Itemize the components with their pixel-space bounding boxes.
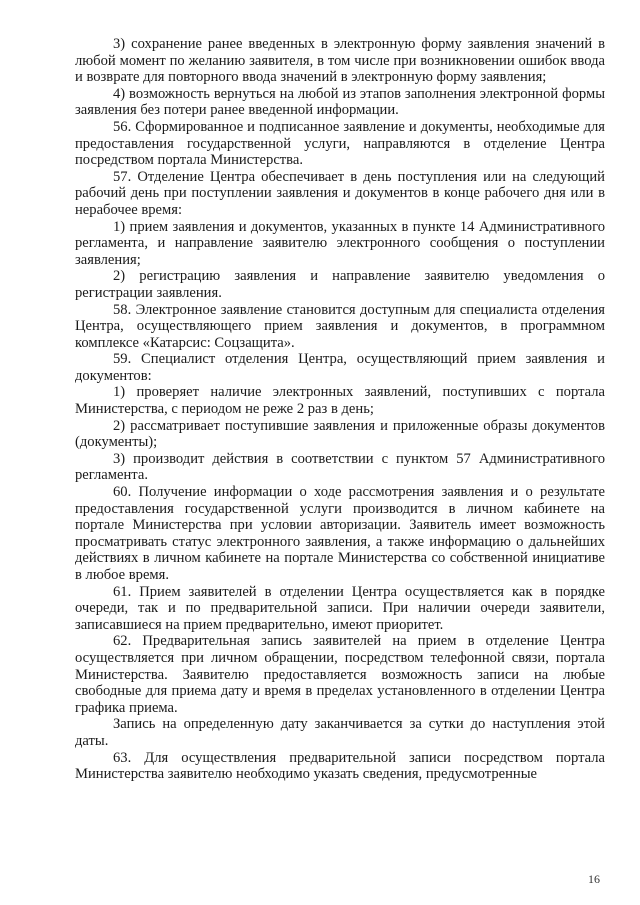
document-body (75, 36, 605, 783)
paragraph-57-item-1: 1) прием заявления и документов, указанных в пункте 14 Административного регламента, и направление заявителю электронного сообщения о поступлении заявления; (75, 218, 605, 268)
paragraph-58: 58. Электронное заявление становится доступным для специалиста отделения Центра, осуществляющего прием заявления и документов, в программном комплексе «Катарсис: Соцзащита». (75, 301, 605, 351)
paragraph-61: 61. Прием заявителей в отделении Центра осуществляется как в порядке очереди, так и по предварительной записи. При наличии очереди заявители, записавшиеся на прием предварительно, имеют приоритет. (75, 583, 605, 633)
paragraph-62-note: Запись на определенную дату заканчивается за сутки до наступления этой даты. (75, 716, 605, 749)
paragraph-56: 56. Сформированное и подписанное заявление и документы, необходимые для предоставления государственной услуги, направляются в отделение Центра посредством портала Министерства. (75, 118, 605, 169)
paragraph-item-4: 4) возможность вернуться на любой из этапов заполнения электронной формы заявления без потери ранее введенной информации. (75, 85, 605, 119)
page-number: 16 (588, 872, 600, 886)
paragraph-59-item-2: 2) рассматривает поступившие заявления и приложенные образы документов (документы); (75, 417, 605, 451)
paragraph-60: 60. Получение информации о ходе рассмотрения заявления и о результате предоставления государственной услуги производится в личном кабинете на портале Министерства при условии авторизации. Заявитель имеет возможность просматривать статус электронного заявления, а также информацию о дальнейших действиях в личном кабинете на портале Министерства со собственной инициативе в любое время. (75, 484, 605, 583)
paragraph-62: 62. Предварительная запись заявителей на прием в отделение Центра осуществляется при личном обращении, посредством телефонной связи, портала Министерства. Заявителю предоставляется возможность записи на любые свободные для приема дату и время в пределах установленного в отделении Центра графика приема. (75, 633, 605, 716)
paragraph-63: 63. Для осуществления предварительной записи посредством портала Министерства заявителю необходимо указать сведения, предусмотренные (75, 749, 605, 783)
paragraph-59: 59. Специалист отделения Центра, осуществляющий прием заявления и документов: (75, 351, 605, 384)
paragraph-item-3: 3) сохранение ранее введенных в электронную форму заявления значений в любой момент по желанию заявителя, в том числе при возникновении ошибок ввода и возврате для повторного ввода значений в электронную форму заявления; (75, 36, 605, 86)
paragraph-59-item-3: 3) производит действия в соответствии с пунктом 57 Административного регламента. (75, 450, 605, 484)
paragraph-57-item-2: 2) регистрацию заявления и направление заявителю уведомления о регистрации заявления. (75, 268, 605, 301)
paragraph-57: 57. Отделение Центра обеспечивает в день поступления или на следующий рабочий день при поступлении заявления и документов в конце рабочего дня или в нерабочее время: (75, 168, 605, 218)
paragraph-59-item-1: 1) проверяет наличие электронных заявлений, поступивших с портала Министерства, с периодом не реже 2 раз в день; (75, 384, 605, 418)
